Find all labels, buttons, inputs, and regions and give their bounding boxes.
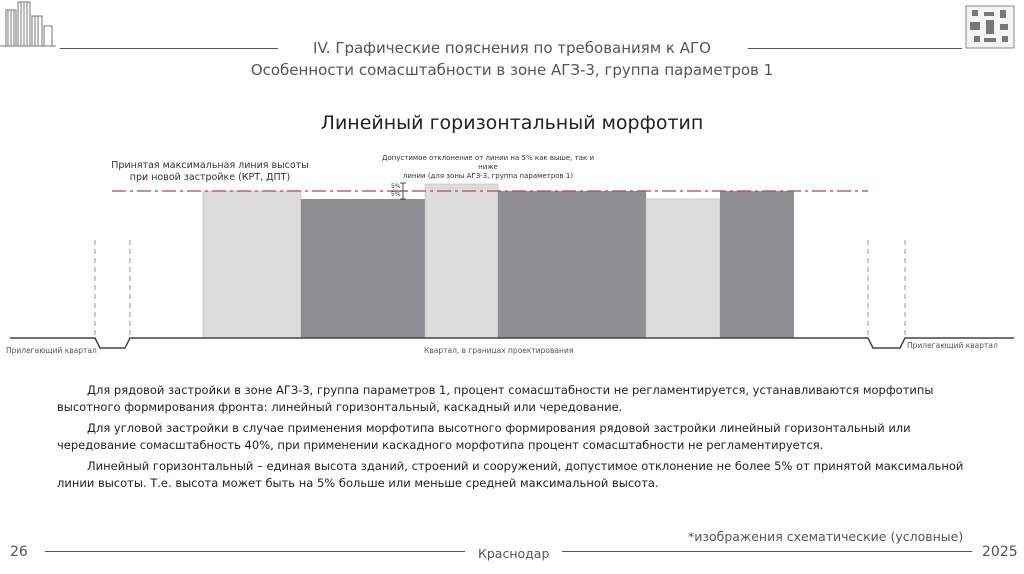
adjacent-block-right-label: Прилегающий квартал	[907, 341, 998, 350]
building-light	[425, 184, 498, 338]
paragraph-3: Линейный горизонтальный – единая высота зданий, строений и сооружений, допустимое отклонение не более 5% от принятой максимальной линии высоты. Т.е. высота может быть на 5% больше или меньше средней максимальной высота.	[57, 459, 964, 490]
paragraph-2: Для угловой застройки в случае применения морфотипа высотного формирования рядовой застройки линейный горизонтальный или чередование сомасштабность 40%, при применении каскадного морфотипа процент сомасштабности не регламентируется.	[57, 421, 911, 452]
body-text	[57, 382, 975, 496]
max-line-caption: Принятая максимальная линия высоты при новой застройке (КРТ, ДПТ)	[111, 160, 309, 183]
building-light	[203, 191, 301, 338]
footer-rule-right	[562, 551, 972, 552]
header-title: IV. Графические пояснения по требованиям к АГО	[313, 39, 711, 57]
page-number: 26	[10, 544, 28, 560]
diagram-title: Линейный горизонтальный морфотип	[320, 112, 704, 134]
deviation-caption: Допустимое отклонение от линии на 5% как выше, так и ниже линии (для зоны АГЗ-3, группа параметров 1)	[381, 154, 594, 180]
adjacent-block-left-label: Прилегающий квартал	[6, 346, 97, 355]
deviation-percent-upper: 5%	[391, 183, 401, 190]
project-block-label: Квартал, в границах проектирования	[424, 346, 574, 355]
deviation-percent-lower: 5%	[391, 191, 401, 198]
building-dark	[498, 191, 646, 338]
building-dark	[720, 191, 794, 338]
footer-rule-left	[45, 551, 465, 552]
building-light	[646, 199, 720, 338]
paragraph-1: Для рядовой застройки в зоне АГЗ-3, группа параметров 1, процент сомасштабности не регламентируется, устанавливаются морфотипы высотного формирования фронта: линейный горизонтальный, каскадный или чередование.	[57, 383, 934, 414]
header-subtitle: Особенности сомасштабности в зоне АГЗ-3, группа параметров 1	[250, 61, 774, 79]
building-dark	[301, 199, 425, 338]
footer-note: *изображения схематические (условные)	[688, 529, 964, 544]
footer-year: 2025	[982, 544, 1018, 560]
footer-city: Краснодар	[478, 546, 550, 561]
